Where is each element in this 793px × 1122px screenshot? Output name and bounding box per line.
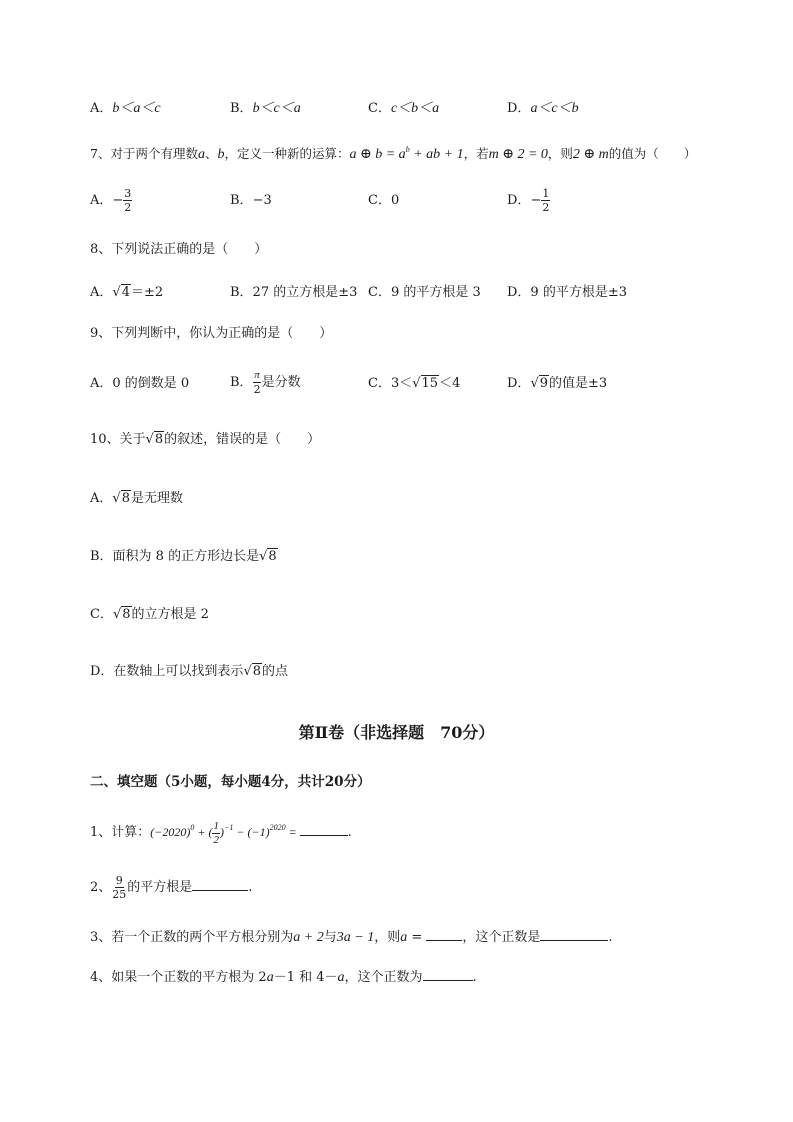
q7-sep: 、 — [204, 146, 218, 161]
f3-text: ，这个正数是 — [462, 930, 541, 945]
fill-4 — [90, 968, 477, 988]
fill-2 — [90, 873, 252, 903]
period: . — [347, 825, 352, 840]
q7-stem — [90, 140, 696, 165]
fill-3 — [90, 928, 613, 948]
option-label: B． — [230, 193, 253, 208]
period: . — [472, 970, 477, 985]
var-a: a — [266, 970, 274, 985]
option-label: D． — [507, 101, 531, 116]
f1-expression — [150, 819, 300, 846]
radicand: 8 — [122, 607, 131, 622]
exponent: −1 — [223, 823, 234, 832]
denominator: 2 — [542, 201, 550, 214]
q9-option-c — [368, 374, 460, 394]
sqrt: √8 — [145, 432, 164, 447]
q9-option-a: A．0 的倒数是 0 — [90, 376, 190, 391]
option-label: A． — [90, 285, 113, 300]
sqrt: √4 — [112, 285, 130, 300]
f3-text: 3、若一个正数的两个平方根分别为 — [90, 930, 294, 945]
option-tail: 是分数 — [261, 375, 301, 390]
q7-text: ，则 — [547, 146, 573, 161]
q10-text: 的叙述，错误的是（ ） — [164, 432, 321, 447]
answer-blank-number[interactable] — [540, 928, 608, 941]
q6-option-b — [230, 99, 301, 119]
option-math: a＜c＜b — [530, 101, 579, 116]
q7-condition: m ⊕ 2 = 0 — [488, 147, 548, 162]
q8-option-b: B．27 的立方根是±3 — [230, 285, 358, 300]
option-label: C．3＜ — [368, 376, 413, 391]
q10-option-a — [90, 489, 183, 509]
option-value: −3 — [252, 193, 272, 208]
radicand: 8 — [121, 491, 130, 506]
fraction — [212, 821, 220, 846]
option-text: D．在数轴上可以找到表示 — [90, 664, 244, 679]
term: (−2020) — [150, 825, 191, 839]
formula-tail: + ab + 1 — [409, 147, 464, 162]
numerator: 1 — [213, 819, 219, 832]
q7-formula — [350, 147, 464, 162]
q8-stem: 8、下列说法正确的是（ ） — [90, 242, 268, 257]
q6-option-a — [90, 99, 161, 119]
sign: − — [112, 193, 124, 208]
fill-1 — [90, 818, 352, 846]
sign: − — [530, 193, 542, 208]
option-label: C． — [368, 193, 391, 208]
sqrt: √15 — [412, 376, 439, 391]
denominator: 2 — [124, 201, 132, 214]
var-a: a — [197, 147, 205, 162]
q9-option-b — [230, 368, 301, 398]
q7-text: ，定义一种新的运算： — [224, 146, 350, 161]
sqrt: √8 — [112, 491, 130, 506]
answer-blank-a[interactable] — [426, 928, 462, 941]
q9-stem: 9、下列判断中，你认为正确的是（ ） — [90, 326, 333, 341]
equals: = — [407, 930, 427, 945]
q7-option-c — [368, 191, 399, 211]
q6-option-c — [368, 99, 439, 119]
operator: + ( — [194, 825, 213, 839]
equals: = — [285, 825, 300, 839]
answer-blank[interactable] — [423, 968, 473, 981]
paren: ) — [219, 825, 224, 839]
q8-option-c: C．9 的平方根是 3 — [368, 285, 481, 300]
f2-label: 2、 — [90, 880, 112, 895]
expr: 3a − 1 — [336, 930, 375, 945]
option-label: C． — [90, 607, 113, 622]
answer-blank[interactable] — [300, 823, 348, 836]
denominator: 25 — [112, 888, 127, 901]
option-label: B． — [230, 375, 253, 390]
q7-text: 的值为（ ） — [608, 146, 697, 161]
option-math: b＜c＜a — [252, 101, 301, 116]
exponent: 0 — [190, 823, 195, 832]
q7-option-b — [230, 191, 272, 211]
option-tail: 的值是±3 — [549, 376, 608, 391]
option-math: b＜a＜c — [112, 101, 161, 116]
fraction — [541, 188, 550, 213]
period: . — [608, 930, 613, 945]
f3-text: ，则 — [374, 930, 401, 945]
q7-text: 7、对于两个有理数 — [90, 146, 198, 161]
radicand: 8 — [154, 432, 164, 447]
sqrt: √8 — [112, 607, 131, 622]
q9-option-d — [507, 374, 607, 394]
radicand: 9 — [539, 376, 549, 391]
radicand: 8 — [252, 664, 262, 679]
option-label: D． — [507, 193, 531, 208]
answer-blank[interactable] — [192, 878, 248, 891]
formula-head: a ⊕ b = a — [349, 147, 406, 162]
option-label: A． — [90, 193, 113, 208]
q8-option-d: D．9 的平方根是±3 — [507, 285, 627, 300]
period: . — [248, 880, 253, 895]
option-tail: ＝±2 — [130, 285, 164, 300]
option-tail: 的立方根是 2 — [131, 607, 209, 622]
var-b: b — [217, 147, 225, 162]
option-label: A． — [90, 101, 113, 116]
q10-text: 10、关于 — [90, 432, 146, 447]
q6-option-d — [507, 99, 579, 119]
expr: a + 2 — [293, 930, 324, 945]
numerator: π — [254, 369, 260, 381]
q10-option-d — [90, 662, 288, 682]
option-tail: 是无理数 — [130, 491, 183, 506]
radicand: 8 — [268, 549, 277, 564]
f4-text: 4、如果一个正数的平方根为 2 — [90, 970, 267, 985]
option-tail: ＜4 — [439, 376, 461, 391]
f4-text: －1 和 4－ — [273, 970, 338, 985]
fraction — [123, 188, 132, 213]
section-heading: 二、填空题（5小题，每小题4分，共计20分） — [90, 774, 371, 790]
denominator: 2 — [213, 833, 219, 846]
f4-text: ，这个正数为 — [344, 970, 423, 985]
q10-option-c — [90, 605, 209, 625]
sqrt: √8 — [243, 664, 262, 679]
q10-option-b — [90, 547, 278, 567]
option-label: A． — [90, 491, 113, 506]
sqrt: √9 — [530, 376, 549, 391]
q10-stem — [90, 430, 320, 450]
part2-title: 第Ⅱ卷（非选择题 70分） — [298, 723, 495, 742]
q7-text: ，若 — [463, 146, 489, 161]
option-label: B． — [230, 101, 253, 116]
fraction — [111, 875, 127, 900]
denominator: 2 — [253, 383, 261, 396]
option-label: D． — [507, 376, 531, 391]
option-label: C． — [368, 101, 391, 116]
numerator: 1 — [542, 187, 550, 200]
q7-option-a — [90, 186, 132, 216]
formula-sup: b — [405, 145, 410, 154]
numerator: 9 — [115, 874, 123, 887]
fraction — [253, 370, 262, 395]
exponent: 2020 — [269, 823, 286, 832]
sqrt: √8 — [259, 549, 277, 564]
q8-option-a — [90, 283, 163, 303]
option-math: c＜b＜a — [390, 101, 440, 116]
option-tail: 的点 — [262, 664, 289, 679]
radicand: 4 — [121, 285, 130, 300]
numerator: 3 — [124, 187, 132, 200]
radicand: 15 — [421, 376, 439, 391]
f2-text: 的平方根是 — [127, 880, 193, 895]
var-a: a — [400, 930, 408, 945]
option-value: 0 — [390, 193, 400, 208]
option-text: B．面积为 8 的正方形边长是 — [90, 549, 260, 564]
operator: − (−1) — [233, 825, 270, 839]
var-a: a — [337, 970, 345, 985]
q7-option-d — [507, 186, 550, 216]
q7-ask: 2 ⊕ m — [572, 147, 609, 162]
f3-text: 与 — [323, 930, 337, 945]
f1-label: 1、计算： — [90, 825, 151, 840]
